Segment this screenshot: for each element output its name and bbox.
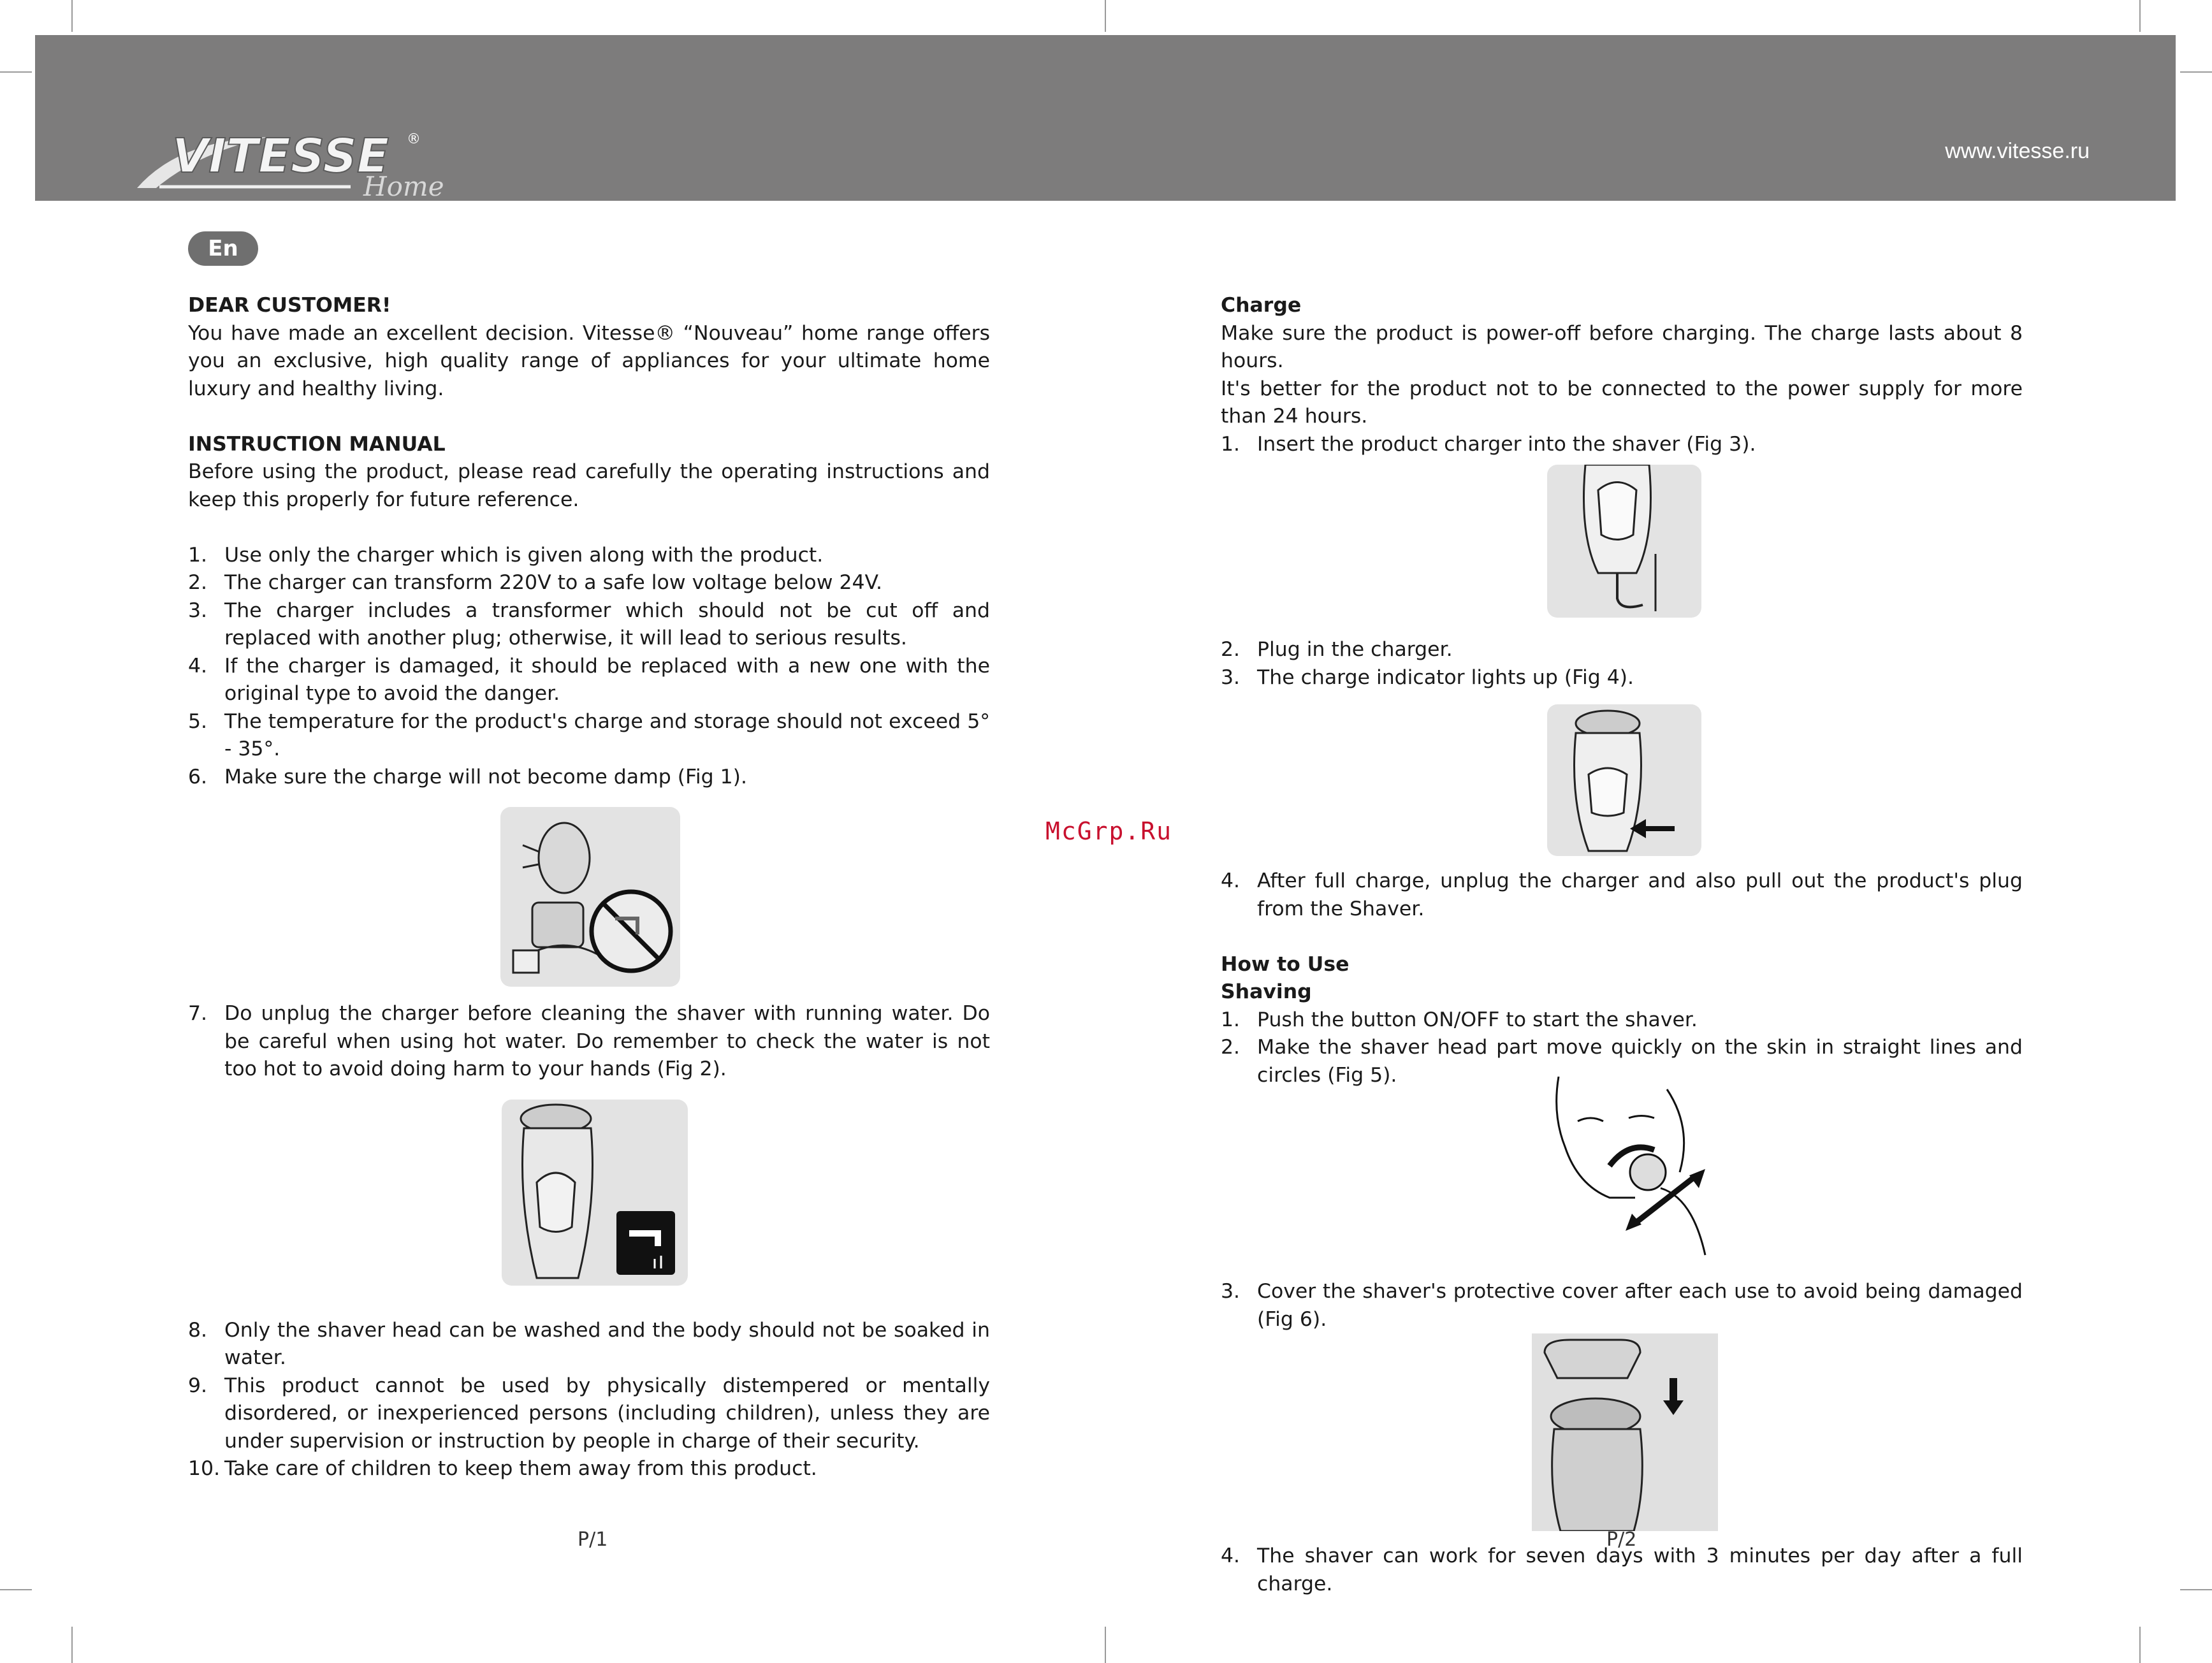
- list-item: [188, 1372, 990, 1456]
- list-item: [1221, 431, 2023, 459]
- list-item: [1221, 1006, 2023, 1035]
- charge-list-c: [1221, 868, 2023, 923]
- charge-list-a: [1221, 431, 2023, 459]
- crop-mark: [2180, 1589, 2212, 1590]
- list-item: [1221, 636, 2023, 664]
- list-item-number: 9.: [188, 1374, 208, 1397]
- list-item-number: 8.: [188, 1318, 208, 1342]
- shaving-list-c: [1221, 1543, 2023, 1598]
- svg-text:VITESSE: VITESSE: [172, 129, 389, 184]
- list-item: [188, 569, 990, 597]
- list-item-text: The charge indicator lights up (Fig 4).: [1257, 665, 1634, 689]
- list-item-number: 3.: [1221, 1280, 1241, 1303]
- list-item: [188, 1455, 990, 1483]
- list-item: [188, 542, 990, 570]
- list-item-text: Do unplug the charger before cleaning the shaver with running water. Do be careful when using hot water. Do remember to check the water is not too hot to avoid doing harm to your hands (Fig 2).: [224, 1002, 990, 1080]
- charger-no-water-icon: [500, 807, 680, 987]
- list-item-number: 5.: [188, 709, 208, 733]
- list-item-text: Insert the product charger into the shaver (Fig 3).: [1257, 432, 1756, 456]
- figure-6: [1221, 1333, 2023, 1543]
- safety-list: [188, 542, 990, 792]
- page-number-right: P/2: [1606, 1529, 1637, 1551]
- list-item-number: 1.: [188, 543, 208, 567]
- list-item: [1221, 1543, 2023, 1598]
- crop-mark: [0, 71, 32, 73]
- list-item: [188, 708, 990, 764]
- list-item-number: 4.: [1221, 1544, 1241, 1567]
- charge-list-b: [1221, 636, 2023, 692]
- list-item-number: 1.: [1221, 1008, 1241, 1031]
- page-number-left: P/1: [578, 1529, 608, 1551]
- list-item-text: The charger includes a transformer which should not be cut off and replaced with another plug; otherwise, it will lead to serious results.: [224, 599, 990, 650]
- list-item-text: The shaver can work for seven days with 3 minutes per day after a full charge.: [1257, 1544, 2023, 1595]
- charge-heading: Charge: [1221, 294, 1302, 317]
- crop-mark: [2139, 0, 2141, 32]
- list-item-text: Push the button ON/OFF to start the shaver.: [1257, 1008, 1698, 1031]
- list-item-text: If the charger is damaged, it should be replaced with a new one with the original type to avoid the danger.: [224, 654, 990, 705]
- list-item-number: 7.: [188, 1002, 208, 1025]
- left-column: [188, 292, 990, 1483]
- how-to-use-heading: How to Use: [1221, 952, 1350, 976]
- figure-4: [1221, 692, 2023, 868]
- crop-mark: [2180, 71, 2212, 73]
- crop-mark: [71, 0, 73, 32]
- list-item: [188, 597, 990, 653]
- right-column: [1221, 292, 2023, 1598]
- list-item: [188, 1000, 990, 1084]
- list-item-text: The charger can transform 220V to a safe low voltage below 24V.: [224, 571, 883, 594]
- list-item-number: 6.: [188, 765, 208, 788]
- figure-1: [188, 791, 990, 1000]
- face-shaving-icon: [1539, 1077, 1724, 1261]
- manual-paragraph: Before using the product, please read carefully the operating instructions and keep this properly for future reference.: [188, 460, 990, 511]
- list-item-number: 4.: [1221, 869, 1241, 892]
- list-item-text: Use only the charger which is given along with the product.: [224, 543, 824, 567]
- list-item: [188, 653, 990, 708]
- warnings-list: [188, 1317, 990, 1483]
- list-item: [1221, 664, 2023, 692]
- figure-3: [1221, 458, 2023, 636]
- intro-paragraph: You have made an excellent decision. Vitesse® “Nouveau” home range offers you an exclusive, high quality range of appliances for your ultimate home luxury and healthy living.: [188, 321, 990, 400]
- manual-heading: INSTRUCTION MANUAL: [188, 432, 446, 456]
- website-url[interactable]: www.vitesse.ru: [1945, 139, 2090, 163]
- list-item-text: Only the shaver head can be washed and the body should not be soaked in water.: [224, 1318, 990, 1369]
- list-item-number: 10.: [188, 1457, 221, 1480]
- shaver-charger-icon: [1547, 465, 1701, 618]
- vitesse-logo: [121, 92, 465, 201]
- crop-mark: [1105, 0, 1106, 32]
- crop-mark: [0, 1589, 32, 1590]
- shaving-list-b: [1221, 1278, 2023, 1333]
- list-item-text: This product cannot be used by physically distempered or mentally disordered, or inexperienced persons (including children), unless they are under supervision or instruction by people in charge of their security.: [224, 1374, 990, 1453]
- charge-paragraph-1: Make sure the product is power-off before charging. The charge lasts about 8 hours.: [1221, 321, 2023, 372]
- crop-mark: [71, 1627, 73, 1663]
- list-item-number: 3.: [1221, 665, 1241, 689]
- list-item-number: 2.: [1221, 638, 1241, 661]
- shaving-heading: Shaving: [1221, 980, 1312, 1003]
- shaver-water-tap-icon: [502, 1100, 688, 1286]
- list-item: [188, 764, 990, 792]
- list-item-text: The temperature for the product's charge and storage should not exceed 5° - 35°.: [224, 709, 990, 760]
- crop-mark: [1105, 1627, 1106, 1663]
- shaver-indicator-icon: [1547, 704, 1701, 856]
- list-item-number: 1.: [1221, 432, 1241, 456]
- header-band: [35, 35, 2176, 201]
- list-item-text: Plug in the charger.: [1257, 638, 1453, 661]
- list-item-text: Take care of children to keep them away from this product.: [224, 1457, 817, 1480]
- list-item: [1221, 868, 2023, 923]
- list-item-number: 4.: [188, 654, 208, 678]
- watermark: McGrp.Ru: [1045, 817, 1173, 845]
- charge-paragraph-2: It's better for the product not to be connected to the power supply for more than 24 hours.: [1221, 377, 2023, 428]
- list-item-text: Make the shaver head part move quickly on the skin in straight lines and circles (Fig 5).: [1257, 1036, 2023, 1087]
- crop-mark: [2139, 1627, 2141, 1663]
- list-item-text: Cover the shaver's protective cover after each use to avoid being damaged (Fig 6).: [1257, 1280, 2023, 1331]
- list-item-number: 3.: [188, 599, 208, 622]
- list-item-text: After full charge, unplug the charger and also pull out the product's plug from the Shaver.: [1257, 869, 2023, 920]
- cleaning-list: [188, 1000, 990, 1084]
- list-item: [188, 1317, 990, 1372]
- svg-text:®: ®: [407, 131, 421, 147]
- greeting-heading: DEAR CUSTOMER!: [188, 294, 391, 317]
- list-item: [1221, 1278, 2023, 1333]
- svg-text:Home: Home: [363, 171, 444, 201]
- list-item-number: 2.: [188, 571, 208, 594]
- language-badge: En: [188, 231, 258, 266]
- list-item-text: Make sure the charge will not become damp (Fig 1).: [224, 765, 747, 788]
- figure-2: [188, 1084, 990, 1317]
- list-item-number: 2.: [1221, 1036, 1241, 1059]
- shaver-cover-icon: [1532, 1333, 1718, 1531]
- figure-5: [1221, 1089, 2023, 1278]
